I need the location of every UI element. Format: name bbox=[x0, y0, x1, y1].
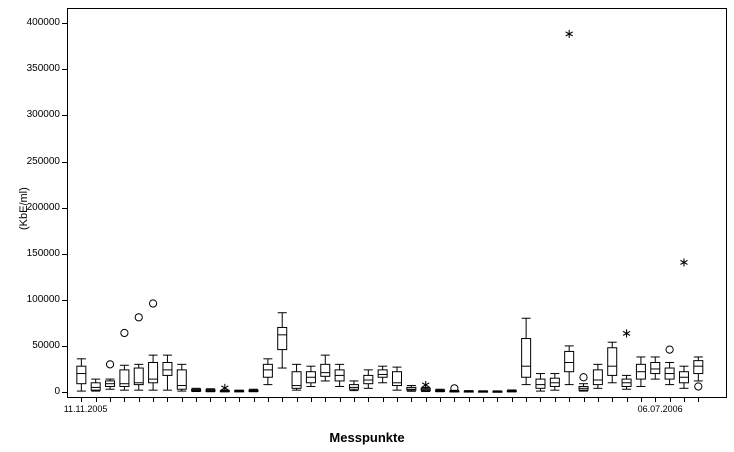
y-tick-label: 350000 bbox=[26, 63, 60, 75]
box bbox=[522, 339, 531, 378]
y-tick-label: 250000 bbox=[26, 155, 60, 167]
box bbox=[651, 362, 660, 373]
outlier-marker bbox=[121, 329, 128, 336]
box bbox=[149, 362, 158, 382]
box bbox=[393, 372, 402, 386]
box bbox=[177, 370, 186, 389]
box bbox=[163, 362, 172, 375]
y-tick-label: 200000 bbox=[26, 201, 60, 213]
x-axis-date-label: 06.07.2006 bbox=[637, 404, 683, 414]
box bbox=[91, 383, 100, 390]
box bbox=[278, 327, 287, 349]
outlier-marker bbox=[135, 314, 142, 321]
y-tick-label: 400000 bbox=[26, 17, 60, 29]
box bbox=[77, 366, 86, 384]
y-axis-title: (KbE/ml) bbox=[18, 187, 30, 230]
box bbox=[263, 364, 272, 377]
outlier-marker bbox=[149, 300, 156, 307]
extreme-marker: ∗ bbox=[621, 325, 633, 341]
box bbox=[565, 351, 574, 371]
outlier-marker bbox=[106, 361, 113, 368]
box bbox=[378, 370, 387, 377]
box bbox=[321, 364, 330, 376]
box bbox=[593, 370, 602, 385]
y-tick-label: 100000 bbox=[26, 293, 60, 305]
extreme-marker: ∗ bbox=[678, 254, 690, 270]
outlier-marker bbox=[666, 346, 673, 353]
extreme-marker: ∗ bbox=[420, 377, 432, 393]
box bbox=[694, 361, 703, 374]
y-tick-label: 0 bbox=[54, 386, 60, 397]
extreme-marker: ∗ bbox=[563, 25, 575, 41]
y-tick-label: 300000 bbox=[26, 109, 60, 121]
box bbox=[536, 379, 545, 388]
outlier-marker bbox=[695, 383, 702, 390]
box bbox=[134, 368, 143, 385]
outlier-marker bbox=[580, 374, 587, 381]
x-axis-date-label: 11.11.2005 bbox=[63, 404, 108, 414]
x-axis-title: Messpunkte bbox=[329, 430, 405, 445]
extreme-marker: ∗ bbox=[219, 379, 231, 395]
y-tick-label: 50000 bbox=[32, 339, 60, 351]
box bbox=[608, 348, 617, 376]
y-tick-label: 150000 bbox=[26, 247, 60, 259]
